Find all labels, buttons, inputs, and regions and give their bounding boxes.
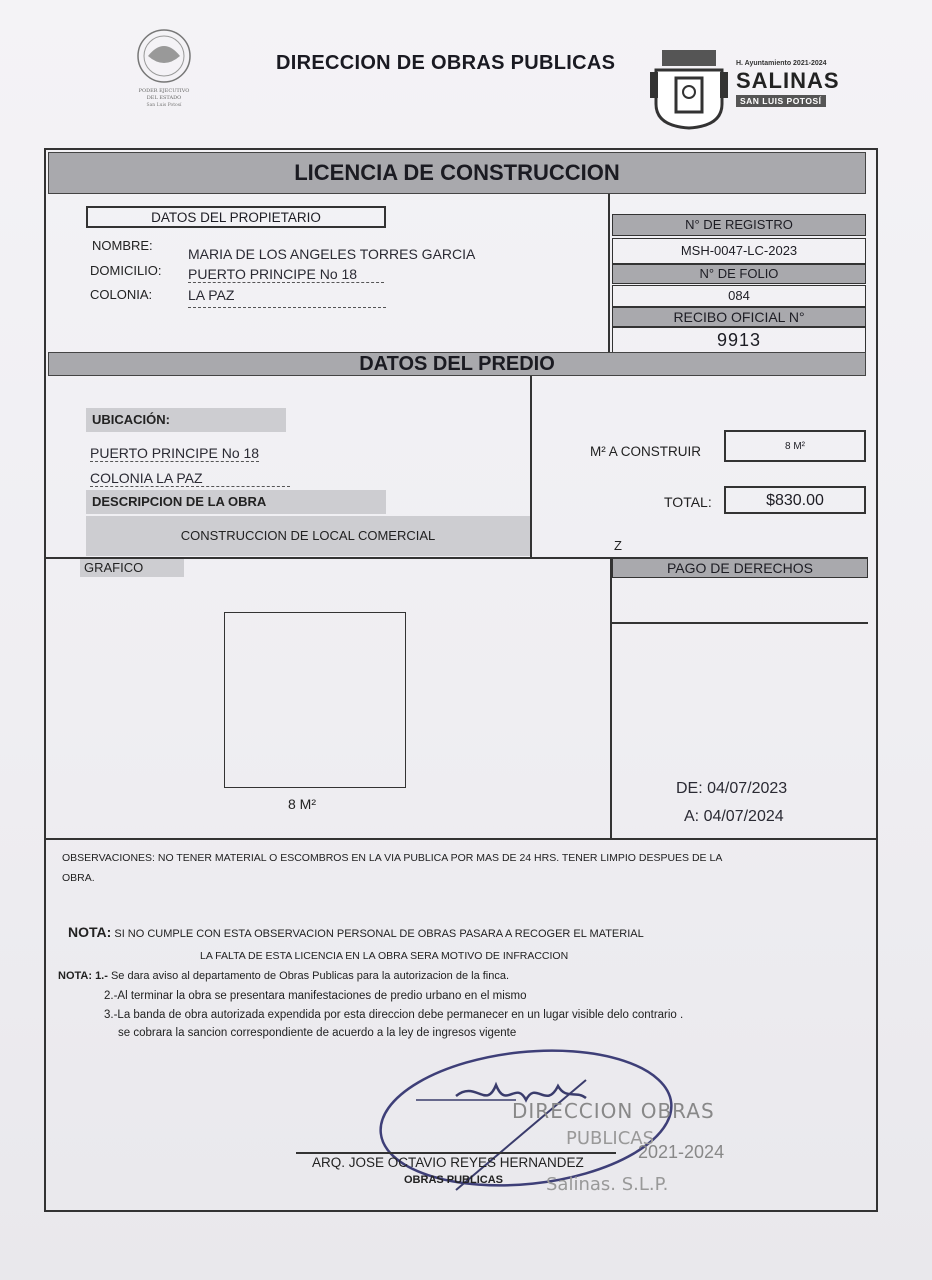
graphic-area-value: 8 M²	[288, 796, 316, 812]
owner-colonia: LA PAZ	[188, 287, 386, 308]
valid-to: A: 04/07/2024	[684, 808, 784, 825]
municipality-shield-logo	[648, 48, 730, 130]
note-1-text: Se dara aviso al departamento de Obras Publicas para la autorizacion de la finca.	[110, 970, 510, 982]
stamp-text-1: DIRECCION OBRAS	[512, 1099, 715, 1123]
registry-divider	[608, 194, 610, 354]
stamp-text-3: Salinas. S.L.P.	[546, 1174, 669, 1195]
stamp-text-2: PUBLICAS	[566, 1128, 655, 1149]
owner-section-title: DATOS DEL PROPIETARIO	[86, 206, 386, 228]
warning-note	[68, 924, 644, 940]
colonia-label: COLONIA:	[90, 287, 153, 302]
name-label: NOMBRE:	[92, 238, 153, 253]
receipt-value: 9913	[612, 327, 866, 353]
signature-line	[296, 1152, 616, 1154]
observations-line2: OBRA.	[62, 872, 95, 884]
signatory-office: OBRAS PUBLICAS	[404, 1174, 504, 1186]
svg-text:PODER EJECUTIVO: PODER EJECUTIVO	[138, 88, 190, 94]
location-label: UBICACIÓN:	[86, 408, 286, 432]
graphic-divider	[610, 558, 612, 840]
property-street: PUERTO PRINCIPE No 18	[90, 445, 260, 461]
logo-subtitle: H. Ayuntamiento 2021-2024	[736, 60, 827, 67]
header-title: DIRECCION DE OBRAS PUBLICAS	[276, 52, 616, 74]
work-description: CONSTRUCCION DE LOCAL COMERCIAL	[86, 516, 530, 556]
mark-z: Z	[614, 538, 622, 553]
address-label: DOMICILIO:	[90, 263, 162, 278]
svg-text:San Luis Potosí: San Luis Potosí	[146, 103, 182, 108]
note-3: 3.-La banda de obra autorizada expendida por esta direccion debe permanecer en un lugar visible delo contrario .	[104, 1009, 684, 1021]
valid-from: DE: 04/07/2023	[676, 780, 788, 797]
property-section-title: DATOS DEL PREDIO	[48, 352, 866, 376]
receipt-label: RECIBO OFICIAL N°	[612, 307, 866, 327]
signatory-name: ARQ. JOSE OCTAVIO REYES HERNANDEZ	[312, 1155, 584, 1170]
note-2: 2.-Al terminar la obra se presentara manifestaciones de predio urbano en el mismo	[104, 990, 527, 1002]
note-1-prefix: NOTA: 1.-	[58, 970, 108, 982]
graphic-label: GRAFICO	[80, 559, 184, 577]
owner-address: PUERTO PRINCIPE No 18	[188, 266, 384, 283]
logo-state: SAN LUIS POTOSÍ	[736, 95, 826, 107]
registry-value: MSH-0047-LC-2023	[612, 238, 866, 264]
observations-line1: OBSERVACIONES: NO TENER MATERIAL O ESCOMBROS EN LA VIA PUBLICA POR MAS DE 24 HRS. TENER LIMPIO DESPUES DE LA	[62, 852, 723, 864]
registry-label: N° DE REGISTRO	[612, 214, 866, 236]
owner-name: MARIA DE LOS ANGELES TORRES GARCIA	[188, 246, 476, 262]
note-1	[58, 970, 509, 982]
total-label: TOTAL:	[664, 494, 712, 510]
m2-label: M² A CONSTRUIR	[590, 444, 702, 459]
note-3-cont: se cobrara la sancion correspondiente de acuerdo a la ley de ingresos vigente	[118, 1027, 517, 1039]
infraction-note: LA FALTA DE ESTA LICENCIA EN LA OBRA SERA MOTIVO DE INFRACCION	[200, 950, 569, 962]
m2-value: 8 M²	[724, 430, 866, 462]
payment-label: PAGO DE DERECHOS	[612, 558, 868, 578]
payment-line	[612, 622, 868, 624]
work-description-label: DESCRIPCION DE LA OBRA	[86, 490, 386, 514]
total-value: $830.00	[724, 486, 866, 514]
warning-note-prefix: NOTA:	[68, 924, 112, 940]
section-line-2	[44, 838, 878, 840]
license-title: LICENCIA DE CONSTRUCCION	[48, 152, 866, 194]
svg-text:DEL ESTADO: DEL ESTADO	[146, 95, 182, 101]
property-divider	[530, 376, 532, 558]
stamp-period: 2021-2024	[638, 1142, 725, 1162]
graphic-square	[224, 612, 406, 788]
folio-value: 084	[612, 285, 866, 307]
warning-note-text: SI NO CUMPLE CON ESTA OBSERVACION PERSONAL DE OBRAS PASARA A RECOGER EL MATERIAL	[114, 928, 644, 940]
folio-label: N° DE FOLIO	[612, 264, 866, 284]
state-seal-logo	[118, 26, 210, 114]
property-colonia: COLONIA LA PAZ	[90, 470, 290, 487]
logo-name: SALINAS	[736, 68, 840, 93]
